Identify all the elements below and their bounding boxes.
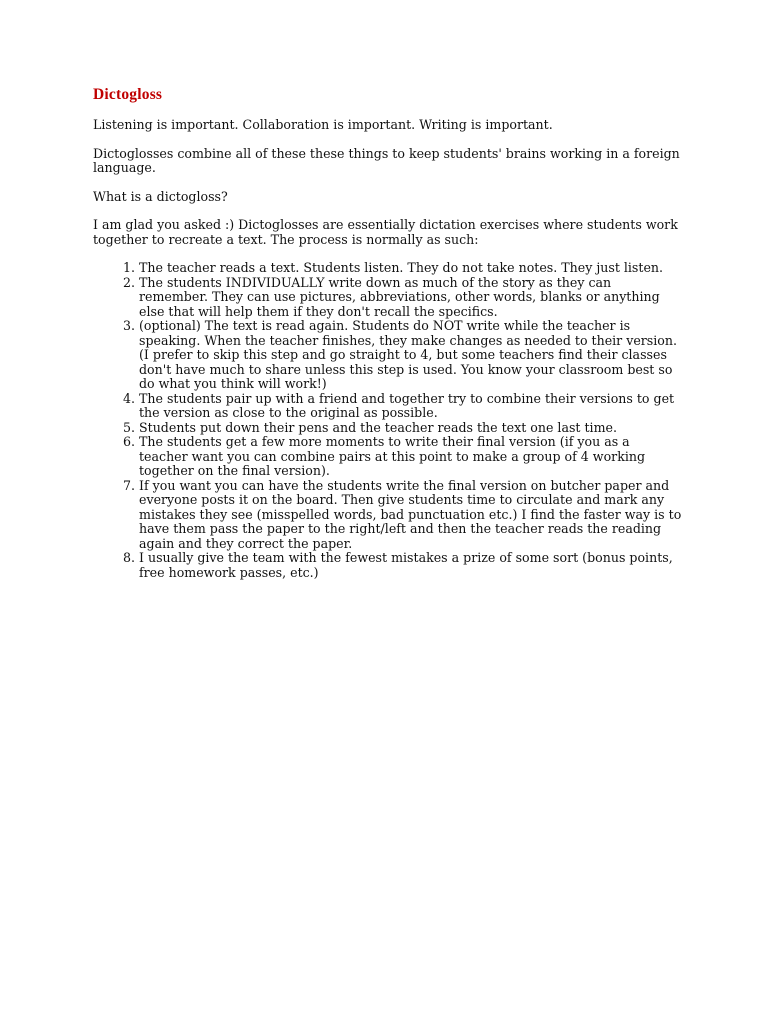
combine-paragraph: Dictoglosses combine all of these these things to keep students' brains working in a foreign language. <box>93 145 680 175</box>
list-item: 5. Students put down their pens and the teacher reads the text one last time. <box>139 421 682 436</box>
list-item: 7. If you want you can have the students write the final version on butcher paper and everyone posts it on the board. Then give students time to circulate and mark any mistakes they see (misspelled words, bad punctuation etc.) I find the faster way is to have them pass the paper to the right/left and then the teacher reads the reading again and they correct the paper. <box>139 479 682 552</box>
process-steps-list <box>93 261 682 580</box>
intro-paragraph: Listening is important. Collaboration is important. Writing is important. <box>93 117 553 132</box>
document-title: Dictogloss <box>93 86 163 103</box>
answer-paragraph: I am glad you asked :) Dictoglosses are essentially dictation exercises where students work together to recreate a text. The process is normally as such: <box>93 217 678 247</box>
list-item: 4. The students pair up with a friend and together try to combine their versions to get the version as close to the original as possible. <box>139 392 682 421</box>
list-item: 1. The teacher reads a text. Students listen. They do not take notes. They just listen. <box>139 261 682 276</box>
list-item: 6. The students get a few more moments to write their final version (if you as a teacher want you can combine pairs at this point to make a group of 4 working together on the final version). <box>139 435 682 479</box>
list-item: 3. (optional) The text is read again. Students do NOT write while the teacher is speaking. When the teacher finishes, they make changes as needed to their version. (I prefer to skip this step and go straight to 4, but some teachers find their classes don't have much to share unless this step is used. You know your classroom best so do what you think will work!) <box>139 319 682 392</box>
list-item: 2. The students INDIVIDUALLY write down as much of the story as they can remember. They can use pictures, abbreviations, other words, blanks or anything else that will help them if they don't recall the specifics. <box>139 276 682 320</box>
list-item: 8. I usually give the team with the fewest mistakes a prize of some sort (bonus points, free homework passes, etc.) <box>139 551 682 580</box>
question-paragraph: What is a dictogloss? <box>93 188 228 204</box>
